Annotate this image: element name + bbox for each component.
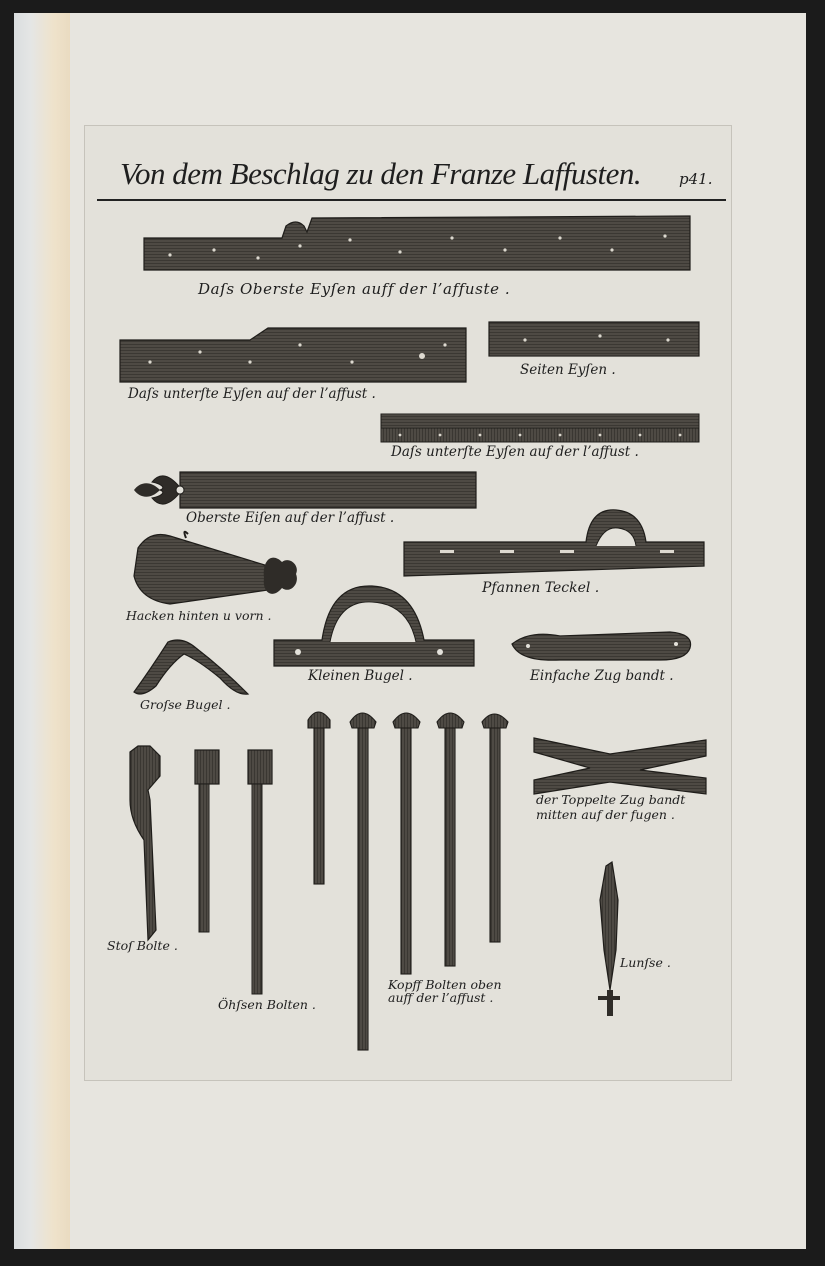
ohsen-bolten-1 <box>195 750 219 932</box>
lunse <box>598 862 620 1016</box>
page-number: p41. <box>679 170 713 188</box>
label-hacken: Hacken hinten u vorn . <box>126 608 272 623</box>
label-kopff-bolten <box>388 978 502 1004</box>
title-rule <box>97 199 726 201</box>
label-oberste-eisen: Oberste Eiſen auf der l’affust . <box>186 510 395 526</box>
kleinen-bugel <box>274 586 474 666</box>
label-doppelte-line2: mitten auf der fugen . <box>536 807 675 822</box>
label-kleinen-bugel: Kleinen Bugel . <box>308 668 413 684</box>
label-oberste-eysen: Daſs Oberste Eyſen auff der l’affuste . <box>198 280 511 298</box>
label-ohsen-bolten: Öhſsen Bolten . <box>218 997 316 1012</box>
label-doppelte-zugbandt <box>536 792 685 822</box>
bar-unterste-eysen-2 <box>381 414 699 442</box>
doppelte-zugbandt <box>534 738 706 794</box>
stos-bolte <box>130 746 160 940</box>
pfannen-teckel <box>404 510 704 576</box>
hacken <box>134 532 297 604</box>
grosse-bugel <box>134 640 248 694</box>
label-lunse: Lunſse . <box>620 955 671 970</box>
bar-oberste-eysen <box>144 216 690 270</box>
label-unterste-eysen-1: Daſs unterſte Eyſen auf der l’affust . <box>128 386 376 402</box>
label-unterste-eysen-2: Daſs unterſte Eyſen auf der l’affust . <box>391 444 639 460</box>
einfache-zugbandt <box>512 632 691 660</box>
label-pfannen-teckel: Pfannen Teckel . <box>482 580 600 596</box>
label-grosse-bugel: Groſse Bugel . <box>140 697 231 712</box>
ohsen-bolten-2 <box>248 750 272 994</box>
label-einfache-zugbandt: Einfache Zug bandt . <box>530 668 674 684</box>
label-kopff-line2: auff der l’affust . <box>388 990 494 1005</box>
label-stos-bolte: Stoſ Bolte . <box>107 938 178 953</box>
bar-oberste-eisen <box>134 472 476 508</box>
label-kopff-line1: Kopff Bolten oben <box>388 977 502 992</box>
label-doppelte-line1: der Toppelte Zug bandt <box>536 792 686 807</box>
bar-unterste-eysen-1 <box>120 328 466 382</box>
plate-title: Von dem Beschlag zu den Franze Laffusten. <box>120 156 642 191</box>
label-seiten-eysen: Seiten Eyſen . <box>520 362 616 378</box>
bar-seiten-eysen <box>489 322 699 356</box>
